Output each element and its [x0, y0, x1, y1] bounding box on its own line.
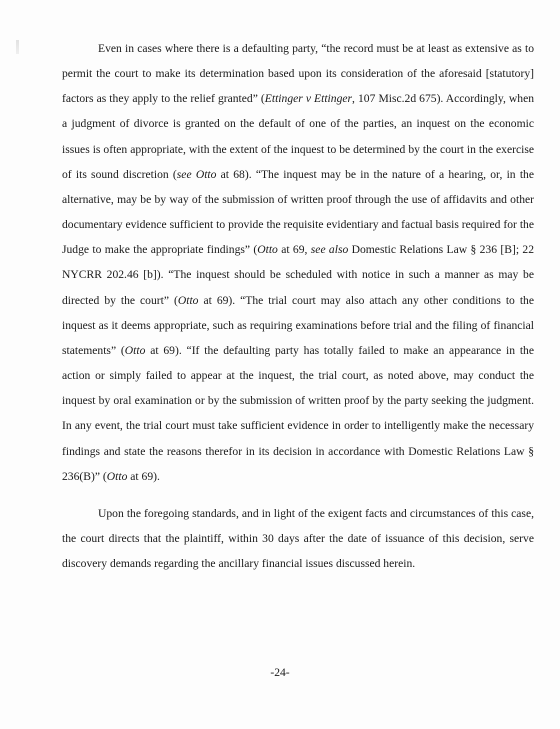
text-run: Even in cases where there is a defaulting party, “the record must be at least as extensive as to permit the court to make its determination based upon its consideration of the aforesaid [statutory] factors as they apply to the relief granted” ( [62, 42, 534, 106]
scan-artifact [16, 40, 19, 54]
body-paragraph [62, 36, 534, 489]
citation-italic: Otto [106, 469, 128, 483]
page-number: -24- [270, 666, 290, 679]
text-run: , 107 Misc.2d 675). Accordingly, when a judgment of divorce is granted on the default of one of the parties, an inquest on the economic issues is often appropriate, with the extent of the inquest to be determined by the court in the exercise of its sound discretion ( [62, 92, 535, 181]
text-run: Upon the foregoing standards, and in light of the exigent facts and circumstances of this case, the court directs that the plaintiff, within 30 days after the date of issuance of this decision, serve discovery demands regarding the ancillary financial issues discussed herein. [62, 506, 534, 571]
text-run: at 68). “The inquest may be in the nature of a hearing, or, in the alternative, may be by way of the submission of written proof through the use of affidavits and other documentary evidence sufficient to provide the requisite evidentiary and factual basis required for the Judge to make the appropriate findings” ( [62, 167, 534, 257]
text-run: at 69, [277, 243, 311, 257]
citation-italic: Otto [124, 343, 146, 357]
text-run: at 69). “If the defaulting party has totally failed to make an appearance in the action or simply failed to appear at the inquest, the trial court, as noted above, may conduct the inquest by oral examination or by the submission of written proof by the party seeking the judgment. In any event, the trial court must take sufficient evidence in order to intelligently make the necessary findings and state the reasons therefor in its decision in accordance with Domestic Relations Law § 236(B)” ( [62, 343, 534, 483]
citation-italic: Otto [177, 293, 199, 307]
body-paragraph [62, 501, 534, 576]
citation-italic: Ettinger v Ettinger [264, 92, 353, 106]
citation-italic: Otto [257, 243, 278, 257]
text-run: Domestic Relations Law § 236 [B]; 22 NYCRR 202.46 [b]). “The inquest should be scheduled with notice in such a manner as may be directed by the court” ( [62, 243, 534, 307]
citation-italic: see also [310, 243, 349, 257]
text-run: at 69). [127, 469, 160, 483]
document-body [62, 36, 534, 576]
citation-italic: see Otto [176, 167, 217, 181]
text-run: at 69). “The trial court may also attach any other conditions to the inquest as it deems appropriate, such as requiring examinations before trial and the filing of financial statements” ( [62, 293, 534, 357]
